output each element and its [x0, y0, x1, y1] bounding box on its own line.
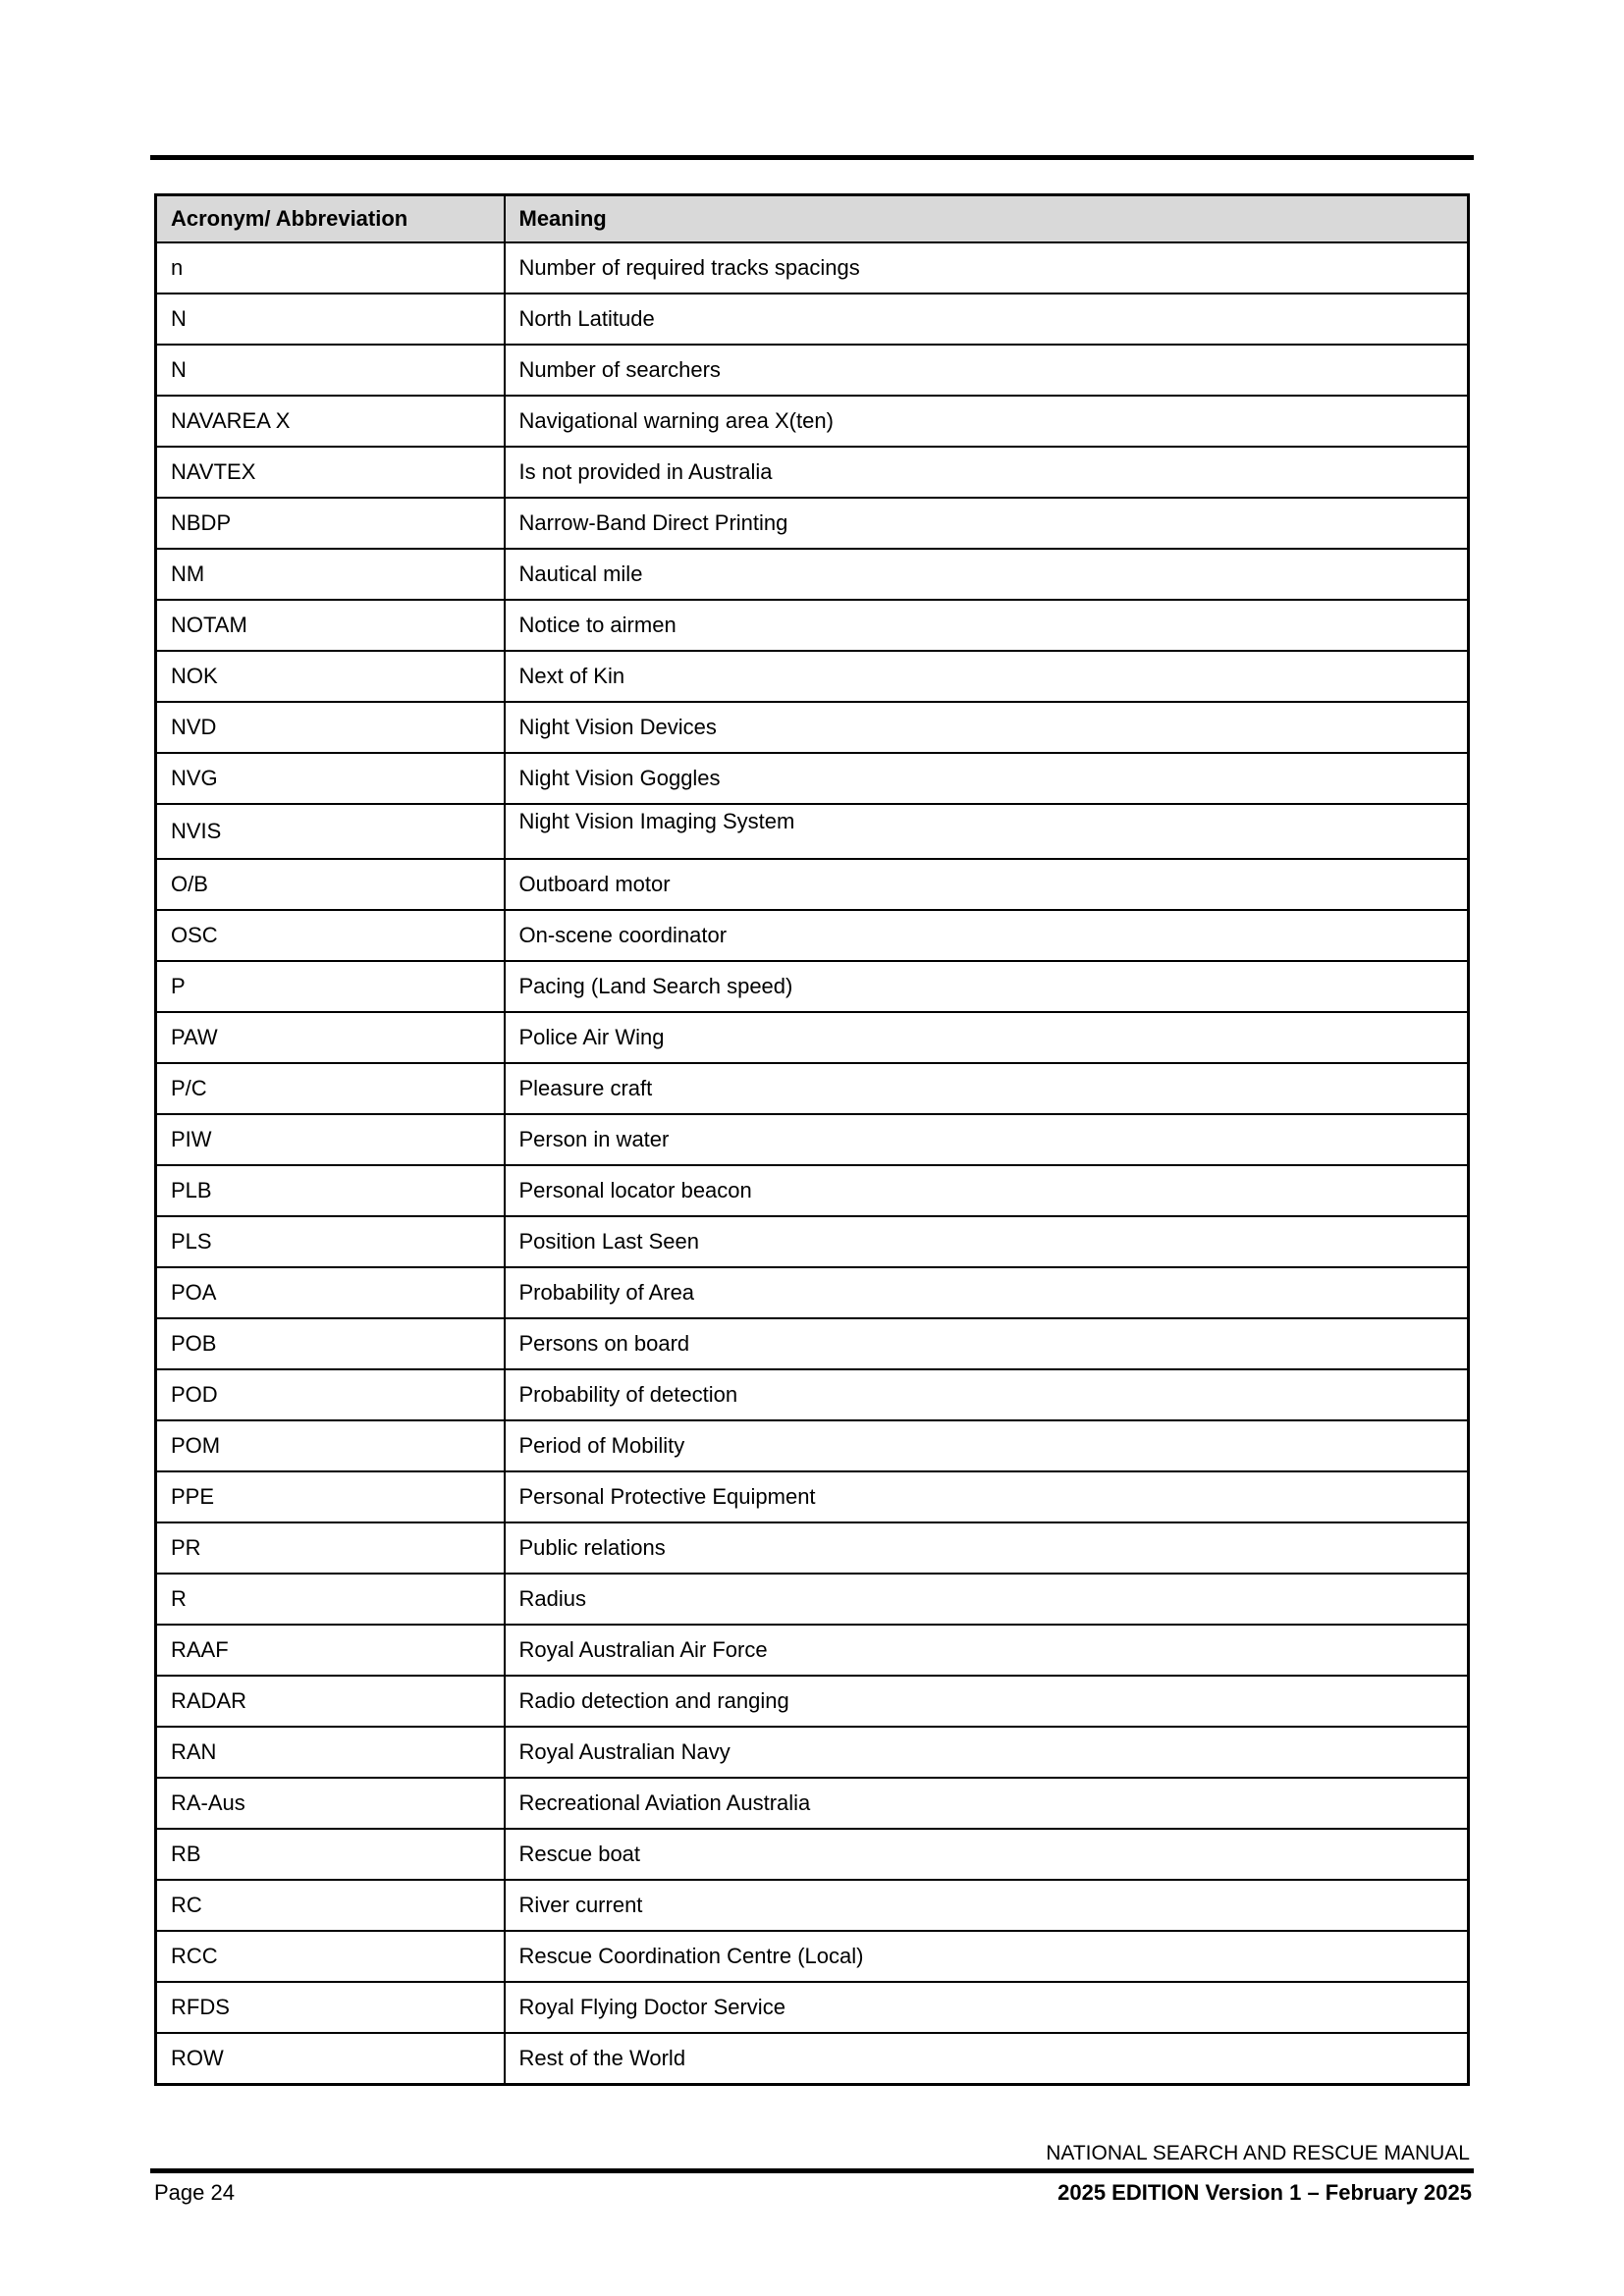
acronym-cell: P/C [156, 1063, 505, 1114]
footer-page-number: Page 24 [154, 2180, 235, 2205]
acronym-cell: RB [156, 1829, 505, 1880]
acronym-cell: n [156, 242, 505, 294]
meaning-cell: Night Vision Goggles [505, 753, 1469, 804]
meaning-cell: Pacing (Land Search speed) [505, 961, 1469, 1012]
acronym-cell: PLB [156, 1165, 505, 1216]
meaning-cell: North Latitude [505, 294, 1469, 345]
meaning-cell: Outboard motor [505, 859, 1469, 910]
table-row [156, 1829, 1469, 1880]
table-header [156, 195, 1469, 243]
table-row [156, 1267, 1469, 1318]
table-row [156, 1471, 1469, 1522]
acronym-cell: R [156, 1574, 505, 1625]
table-row [156, 1165, 1469, 1216]
meaning-cell: Rest of the World [505, 2033, 1469, 2085]
table-row [156, 396, 1469, 447]
meaning-cell: Pleasure craft [505, 1063, 1469, 1114]
meaning-cell: Radius [505, 1574, 1469, 1625]
table-row [156, 549, 1469, 600]
table-row [156, 961, 1469, 1012]
meaning-cell: Recreational Aviation Australia [505, 1778, 1469, 1829]
footer-manual-title: NATIONAL SEARCH AND RESCUE MANUAL [1046, 2142, 1470, 2164]
table-row [156, 1625, 1469, 1676]
meaning-cell: Is not provided in Australia [505, 447, 1469, 498]
acronym-cell: RFDS [156, 1982, 505, 2033]
acronym-cell: RADAR [156, 1676, 505, 1727]
acronym-cell: N [156, 345, 505, 396]
acronym-cell: NBDP [156, 498, 505, 549]
meaning-cell: Navigational warning area X(ten) [505, 396, 1469, 447]
meaning-cell: On-scene coordinator [505, 910, 1469, 961]
acronym-cell: NAVAREA X [156, 396, 505, 447]
acronym-cell: ROW [156, 2033, 505, 2085]
acronym-cell: POD [156, 1369, 505, 1420]
meaning-cell: Persons on board [505, 1318, 1469, 1369]
column-header-acronym: Acronym/ Abbreviation [156, 195, 505, 243]
meaning-cell: Rescue boat [505, 1829, 1469, 1880]
acronym-cell: RA-Aus [156, 1778, 505, 1829]
footer-divider [150, 2168, 1474, 2173]
meaning-cell: Number of required tracks spacings [505, 242, 1469, 294]
acronym-cell: RAAF [156, 1625, 505, 1676]
table-row [156, 859, 1469, 910]
acronym-table [154, 193, 1470, 2086]
top-divider [150, 155, 1474, 160]
table-row [156, 294, 1469, 345]
acronym-cell: NM [156, 549, 505, 600]
meaning-cell: River current [505, 1880, 1469, 1931]
meaning-cell: Rescue Coordination Centre (Local) [505, 1931, 1469, 1982]
table-row [156, 1522, 1469, 1574]
acronym-cell: NOTAM [156, 600, 505, 651]
acronym-cell: N [156, 294, 505, 345]
acronym-cell: POA [156, 1267, 505, 1318]
acronym-cell: NVG [156, 753, 505, 804]
footer-edition-label: 2025 EDITION Version 1 – February 2025 [1057, 2180, 1472, 2205]
meaning-cell: Probability of Area [505, 1267, 1469, 1318]
meaning-cell: Nautical mile [505, 549, 1469, 600]
meaning-cell: Public relations [505, 1522, 1469, 1574]
table-row [156, 753, 1469, 804]
meaning-cell: Personal Protective Equipment [505, 1471, 1469, 1522]
table-row [156, 447, 1469, 498]
meaning-cell: Number of searchers [505, 345, 1469, 396]
acronym-cell: PAW [156, 1012, 505, 1063]
table-row [156, 1778, 1469, 1829]
meaning-cell: Royal Australian Air Force [505, 1625, 1469, 1676]
meaning-cell: Narrow-Band Direct Printing [505, 498, 1469, 549]
acronym-cell: POB [156, 1318, 505, 1369]
meaning-cell: Night Vision Imaging System [505, 804, 1469, 859]
column-header-meaning: Meaning [505, 195, 1469, 243]
acronym-cell: RC [156, 1880, 505, 1931]
meaning-cell: Night Vision Devices [505, 702, 1469, 753]
acronym-cell: RAN [156, 1727, 505, 1778]
acronym-cell: RCC [156, 1931, 505, 1982]
meaning-cell: Position Last Seen [505, 1216, 1469, 1267]
meaning-cell: Police Air Wing [505, 1012, 1469, 1063]
meaning-cell: Probability of detection [505, 1369, 1469, 1420]
meaning-cell: Royal Flying Doctor Service [505, 1982, 1469, 2033]
table-row [156, 1369, 1469, 1420]
table-row [156, 702, 1469, 753]
table-row [156, 1012, 1469, 1063]
acronym-cell: O/B [156, 859, 505, 910]
acronym-cell: PIW [156, 1114, 505, 1165]
meaning-cell: Person in water [505, 1114, 1469, 1165]
table-row [156, 1063, 1469, 1114]
acronym-cell: PLS [156, 1216, 505, 1267]
table-row [156, 1318, 1469, 1369]
table-row [156, 498, 1469, 549]
acronym-cell: NAVTEX [156, 447, 505, 498]
table-row [156, 600, 1469, 651]
acronym-cell: POM [156, 1420, 505, 1471]
meaning-cell: Royal Australian Navy [505, 1727, 1469, 1778]
table-header-row [156, 195, 1469, 243]
table-row [156, 1114, 1469, 1165]
table-row [156, 1880, 1469, 1931]
table-row [156, 1420, 1469, 1471]
meaning-cell: Radio detection and ranging [505, 1676, 1469, 1727]
table-row [156, 345, 1469, 396]
table-row [156, 804, 1469, 859]
acronym-cell: PR [156, 1522, 505, 1574]
acronym-cell: NOK [156, 651, 505, 702]
table-row [156, 2033, 1469, 2085]
table-row [156, 1676, 1469, 1727]
table-row [156, 1574, 1469, 1625]
acronym-cell: NVD [156, 702, 505, 753]
table-body [156, 242, 1469, 2085]
acronym-cell: P [156, 961, 505, 1012]
meaning-cell: Period of Mobility [505, 1420, 1469, 1471]
table-row [156, 910, 1469, 961]
table-row [156, 1982, 1469, 2033]
table-row [156, 1216, 1469, 1267]
meaning-cell: Personal locator beacon [505, 1165, 1469, 1216]
table-row [156, 242, 1469, 294]
meaning-cell: Notice to airmen [505, 600, 1469, 651]
table-row [156, 1931, 1469, 1982]
table-row [156, 651, 1469, 702]
acronym-cell: OSC [156, 910, 505, 961]
meaning-cell: Next of Kin [505, 651, 1469, 702]
acronym-cell: PPE [156, 1471, 505, 1522]
acronym-cell: NVIS [156, 804, 505, 859]
table-row [156, 1727, 1469, 1778]
